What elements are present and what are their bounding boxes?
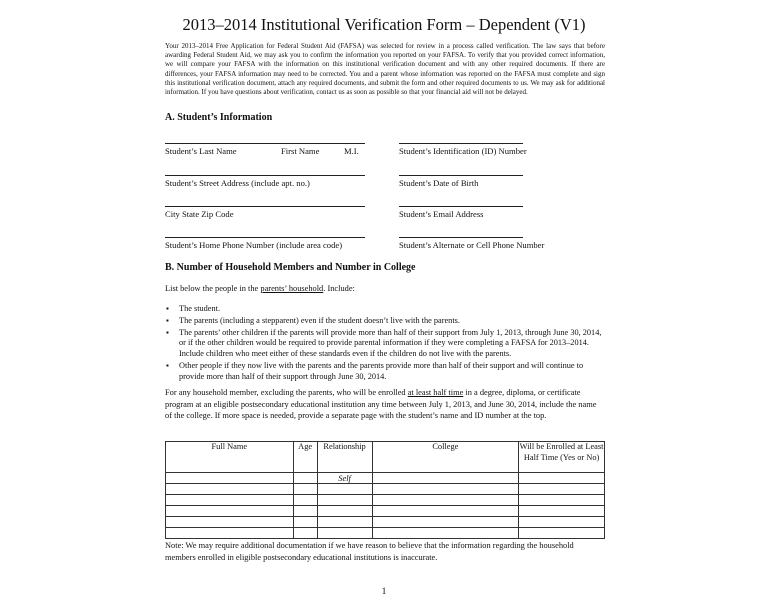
cell-relationship-self: Self bbox=[317, 473, 372, 484]
alt-phone-label: Student’s Alternate or Cell Phone Number bbox=[399, 240, 545, 250]
cell-college[interactable] bbox=[372, 517, 519, 528]
cell-full-name[interactable] bbox=[166, 528, 294, 539]
table-row bbox=[166, 484, 605, 495]
half-time-link: at least half time bbox=[407, 388, 464, 397]
cell-relationship[interactable] bbox=[317, 517, 372, 528]
col-header-age: Age bbox=[293, 442, 317, 473]
table-row bbox=[166, 506, 605, 517]
city-line[interactable] bbox=[165, 206, 365, 207]
section-a-heading: A. Student’s Information bbox=[165, 112, 273, 123]
cell-relationship[interactable] bbox=[317, 528, 372, 539]
cell-age[interactable] bbox=[293, 484, 317, 495]
cell-full-name[interactable] bbox=[166, 473, 294, 484]
table-row bbox=[166, 517, 605, 528]
cell-enrolled[interactable] bbox=[519, 506, 605, 517]
cell-full-name[interactable] bbox=[166, 506, 294, 517]
cell-relationship[interactable] bbox=[317, 484, 372, 495]
page-number: 1 bbox=[381, 587, 387, 597]
table-row bbox=[166, 473, 605, 484]
cell-enrolled[interactable] bbox=[519, 484, 605, 495]
parents-household-link: parents’ household bbox=[260, 284, 324, 293]
household-table bbox=[165, 441, 605, 539]
list-intro-text: List below the people in the bbox=[165, 284, 261, 293]
bullet-item: ▪ Other people if they now live with the parents and the parents provide more than half of their support and will continue to provide more than half of their support through June 30, 2014. bbox=[165, 361, 605, 383]
enrollment-paragraph bbox=[165, 387, 605, 422]
cell-relationship[interactable] bbox=[317, 506, 372, 517]
alt-phone-line[interactable] bbox=[399, 237, 523, 238]
intro-paragraph: Your 2013–2014 Free Application for Federal Student Aid (FAFSA) was selected for review in a process called verification. The law says that before awarding Federal Student Aid, we may ask you to confirm the information you reported on your FAFSA. To verify that you provided correct information, we will compare your FAFSA with the information on this institutional verification document and with any other required documents. If there are differences, your FAFSA information may need to be corrected. You and a parent whose information was reported on the FAFSA must complete and sign this institutional verification document, attach any required documents, and submit the form and other required documents to us. We may ask for additional information. If you have questions about verification, contact us as soon as possible so that your financial aid will not be delayed. bbox=[165, 42, 605, 97]
cell-age[interactable] bbox=[293, 473, 317, 484]
cell-college[interactable] bbox=[372, 506, 519, 517]
street-line[interactable] bbox=[165, 175, 365, 176]
last-name-label: Student’s Last Name bbox=[165, 146, 237, 156]
bullet-item: ▪ The parents’ other children if the parents will provide more than half of their support from July 1, 2013, through June 30, 2014, or if the other children would be required to provide parental information if they were completing a FAFSA for 2013–2014. Include children who meet either of these standards even if the children do not live with the parents. bbox=[165, 328, 605, 360]
cell-college[interactable] bbox=[372, 495, 519, 506]
cell-enrolled[interactable] bbox=[519, 517, 605, 528]
table-header-row bbox=[166, 442, 605, 473]
id-number-label: Student’s Identification (ID) Number bbox=[399, 146, 527, 156]
bullet-item: ▪ The student. bbox=[165, 304, 605, 315]
cell-relationship[interactable] bbox=[317, 495, 372, 506]
section-b-heading: B. Number of Household Members and Number in College bbox=[165, 262, 416, 273]
cell-college[interactable] bbox=[372, 484, 519, 495]
last-name-line[interactable] bbox=[165, 143, 365, 144]
city-label: City State Zip Code bbox=[165, 209, 234, 219]
cell-full-name[interactable] bbox=[166, 495, 294, 506]
cell-college[interactable] bbox=[372, 473, 519, 484]
enrollment-text: For any household member, excluding the parents, who will be enrolled bbox=[165, 388, 408, 397]
cell-age[interactable] bbox=[293, 506, 317, 517]
mi-label: M.I. bbox=[344, 146, 359, 156]
dob-line[interactable] bbox=[399, 175, 523, 176]
cell-enrolled[interactable] bbox=[519, 528, 605, 539]
cell-full-name[interactable] bbox=[166, 484, 294, 495]
cell-age[interactable] bbox=[293, 517, 317, 528]
table-row bbox=[166, 528, 605, 539]
table-row bbox=[166, 495, 605, 506]
street-label: Student’s Street Address (include apt. no.) bbox=[165, 178, 310, 188]
enrollment-text-end: in a degree, diploma, or certificate program at an eligible postsecondary educational institution any time between July 1, 2013, and June 30, 2014, include the name of the college. If more space is needed, provide a separate page with the student’s name and ID number at the top. bbox=[165, 388, 597, 420]
cell-full-name[interactable] bbox=[166, 517, 294, 528]
cell-enrolled[interactable] bbox=[519, 495, 605, 506]
col-header-relationship: Relationship bbox=[317, 442, 372, 473]
household-list-intro bbox=[165, 283, 605, 295]
note-paragraph: Note: We may require additional documentation if we have reason to believe that the information regarding the household members enrolled in eligible postsecondary educational institutions is inaccurate. bbox=[165, 541, 574, 562]
cell-age[interactable] bbox=[293, 495, 317, 506]
cell-college[interactable] bbox=[372, 528, 519, 539]
col-header-full-name: Full Name bbox=[166, 442, 294, 473]
list-intro-text-end: . Include: bbox=[323, 284, 355, 293]
home-phone-line[interactable] bbox=[165, 237, 365, 238]
id-number-line[interactable] bbox=[399, 143, 523, 144]
dob-label: Student’s Date of Birth bbox=[399, 178, 479, 188]
col-header-college: College bbox=[372, 442, 519, 473]
home-phone-label: Student’s Home Phone Number (include area code) bbox=[165, 240, 343, 250]
household-bullet-list bbox=[165, 304, 605, 384]
bullet-item: ▪ The parents (including a stepparent) even if the student doesn’t live with the parents. bbox=[165, 316, 605, 327]
col-header-enrolled: Will be Enrolled at Least Half Time (Yes or No) bbox=[519, 442, 605, 473]
cell-age[interactable] bbox=[293, 528, 317, 539]
email-line[interactable] bbox=[399, 206, 523, 207]
cell-enrolled[interactable] bbox=[519, 473, 605, 484]
form-title: 2013–2014 Institutional Verification Form – Dependent (V1) bbox=[182, 15, 586, 34]
first-name-label: First Name bbox=[281, 146, 320, 156]
email-label: Student’s Email Address bbox=[399, 209, 484, 219]
